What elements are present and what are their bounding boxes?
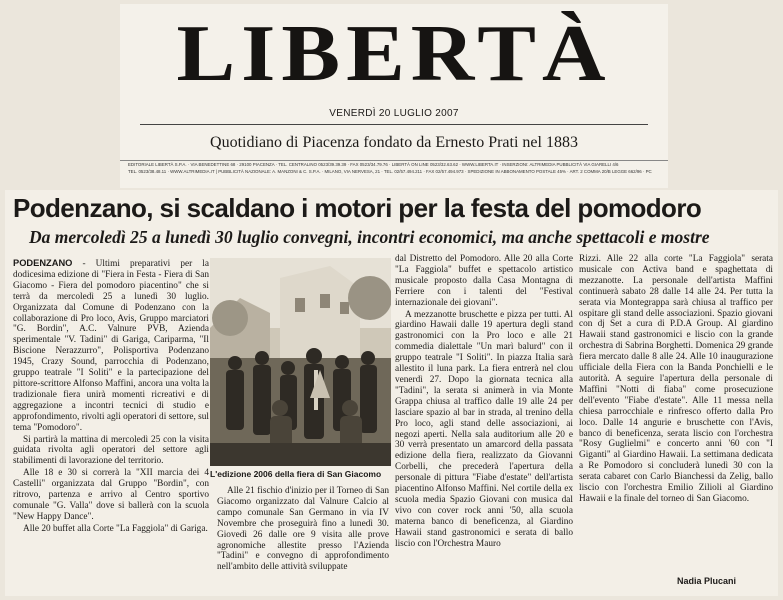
paragraph: A mezzanotte bruschette e pizza per tutti. Al giardino Hawaii dalle 19 apertura degli stand gastronomici con la Pro loco e alle 21 commedia dialettale "Un marì balurd" con il gruppo teatrale "I Soliti". In piazza Italia sarà allestito il luna park. La fiera entrerà nel clou venerdì 27. Dopo la giornata tecnica alla "Tadini", la serata si animerà in via Monte Grappa chiusa al traffico dalle 19 alle 24 per lasciare spazio al bar in strada, al trenino della Pro loco, agli stand delle associazioni, ai negozi aperti. Nella sala auditorium alle 20 e 30 verrà presentato un amarcord della passata edizione della fiera, realizzato da Giovanni Corbelli, che precederà l'apertura della personale di pittura "Fiabe d'estate" dell'artista piacentino Alfonso Maffini. Nel cortile della ex scuola media Spazio Giovani con musica dal vivo con cover rock anni '50, alla scuola materna banco di beneficenza, al Giardino Hawaii stand gastronomici e serata di ballo liscio con l'Orchestra Mauro (395, 309, 573, 549)
paragraph: Alle 18 e 30 si correrà la "XII marcia dei 4 Castelli" organizzata dal Gruppo "Bordin", con ritrovo, partenza e arrivo al Centro sportivo comunale "G. Valla" dove si ballerà con la scuola "New Happy Dance". (13, 468, 209, 522)
article-column-3 (395, 254, 573, 550)
paragraph: Rizzi. Alle 22 alla corte "La Faggiola" serata musicale con Activa band e spaghettata di mezzanotte. La personale dell'artista Maffini continuerà sabato 28 dalle 14 alle 24. Per tutta la serata via Montegrappa sarà chiusa al traffico per ospitare gli stand delle associazioni. Spazio giovani con dj Set a cura di P.D.A Group. Al giardino Hawaii stand gastronomici e liscio con la grande orchestra di Sabrina Borghetti. Domenica 29 grande fiera mercato dalle 8 alle 24. Alle 10 inaugurazione ufficiale della Fiera con la Banda Ponchielli e le autorità. A seguire l'apertura della personale di Maffini "Notti di fiaba" come prosecuzione dell'evento "Fiabe d'estate". Alle 11 messa nella chiesa parrocchiale e rinfresco offerto dalla Pro loco. Dalle 14 angurie e bruschette con l'Avis, banco di beneficenza, serata liscio con l'orchestra "Rosy Guglielmi" e concerto anni '60 con "I Giganti" al Giardino Hawaii. La settimana dedicata a Re Pomodoro si concluderà lunedì 30 con la serata cabaret con Carlo Bianchessi da Zelig, ballo liscio con l'orchestra Emilio Zilioli al Giardino Hawaii e la finale del torneo di San Giacomo. (579, 254, 773, 504)
publisher-info (128, 162, 660, 175)
paragraph: Si partirà la mattina di mercoledì 25 con la visita guidata rivolta agli operatori del settore agli stabilimenti di lavorazione del territorio. (13, 434, 209, 467)
article-headline: Podenzano, si scaldano i motori per la festa del pomodoro (13, 193, 702, 223)
article-column-1 (13, 258, 209, 536)
date-divider (140, 124, 648, 125)
article-clipping (5, 190, 778, 596)
article-column-4 (579, 254, 773, 506)
crowd-photo (210, 258, 391, 466)
newspaper-title: LIBERTÀ (176, 8, 612, 99)
publisher-divider (120, 160, 668, 161)
article-subheadline: Da mercoledì 25 a lunedì 30 luglio convegni, incontri economici, ma anche spettacoli e mostre (29, 227, 710, 247)
article-photo (210, 258, 391, 466)
photo-caption: L'edizione 2006 della fiera di San Giacomo (210, 469, 382, 479)
dateline: PODENZANO (13, 258, 73, 268)
paragraph: Alle 21 fischio d'inizio per il Torneo di San Giacomo organizzato dal Valnure Calcio al campo comunale San Germano in via IV Novembre che proseguirà fino a lunedì 30. Giovedì 26 dalle ore 9 visita alle prove agronomiche allestite presso l'Azienda "Tadini" e convegno di approfondimento nell'ambito delle attività sviluppate (217, 486, 389, 573)
publisher-info-line: TEL. 0523/38.48.11 · WWW.ALTRIMEDIA.IT | PUBBLICITÀ NAZIONALE: A. MANZONI & C. S.P.A. · MILANO, VIA NERVESA, 21 · TEL. 02/57.494.211 · FAX 02/57.494.973 · SPEDIZIONE IN ABBONAMENTO POSTALE 45% · ART. 2 COMMA 20/B LEGGE 662/96 · PC (128, 168, 652, 174)
issue-date: VENERDÌ 20 LUGLIO 2007 (329, 108, 459, 119)
article-column-2 (217, 486, 389, 574)
article-byline: Nadia Plucani (677, 576, 737, 586)
paragraph: Alle 20 buffet alla Corte "La Faggiola" di Gariga. (23, 523, 208, 534)
masthead (120, 4, 668, 188)
paragraph: - Ultimi preparativi per la dodicesima edizione di "Fiera in Festa - Fiera di San Giacomo - Fiera del pomodoro piacentino" che si terrà da mercoledì 25 a lunedì 30 luglio. Organizzata dal Comune di Podenzano con la collaborazione di Pro loco, Avis, Gruppo marciatori "G. Bordin", A.C. Valnure PVB, Azienda sperimentale "V. Tadini" di Gariga, Cariparma, "Il Biscione Nerazzurro", Polisportiva Podenzano 1945, Crazy Sound, parrocchia di Podenzano, gruppo teatrale "I Soliti" e la partecipazione del pittore-scrittore Alfonso Maffini, ancora una volta la tradizionale fiera unirà momenti ricreativi e di aggregazione a incontri tecnici di studio e approfondimento, rivolti agli operatori di settore, sul tema "Pomodoro". (13, 259, 209, 433)
newspaper-subtitle: Quotidiano di Piacenza fondato da Ernesto Prati nel 1883 (210, 134, 578, 151)
paragraph: dal Distretto del Pomodoro. Alle 20 alla Corte "La Faggiola" buffet e spettacolo artistico musicale proposto dalla Casa Montagna di Ferriere con i talenti del "Festival internazionale dei giovani". (395, 254, 573, 308)
publisher-info-line: EDITORIALE LIBERTÀ S.P.A. · VIA BENEDETTINE 68 · 29100 PIACENZA · TEL. CENTRALINO 0523/39.39.39 · FAX 0523/34.79.76 · LIBERTÀ ON LINE 0523/32.63.62 · WWW.LIBERTA.IT · INSERZIONI: ALTRIMEDIA PUBBLICITÀ VIA GIARELLI 4/6 (128, 162, 619, 167)
